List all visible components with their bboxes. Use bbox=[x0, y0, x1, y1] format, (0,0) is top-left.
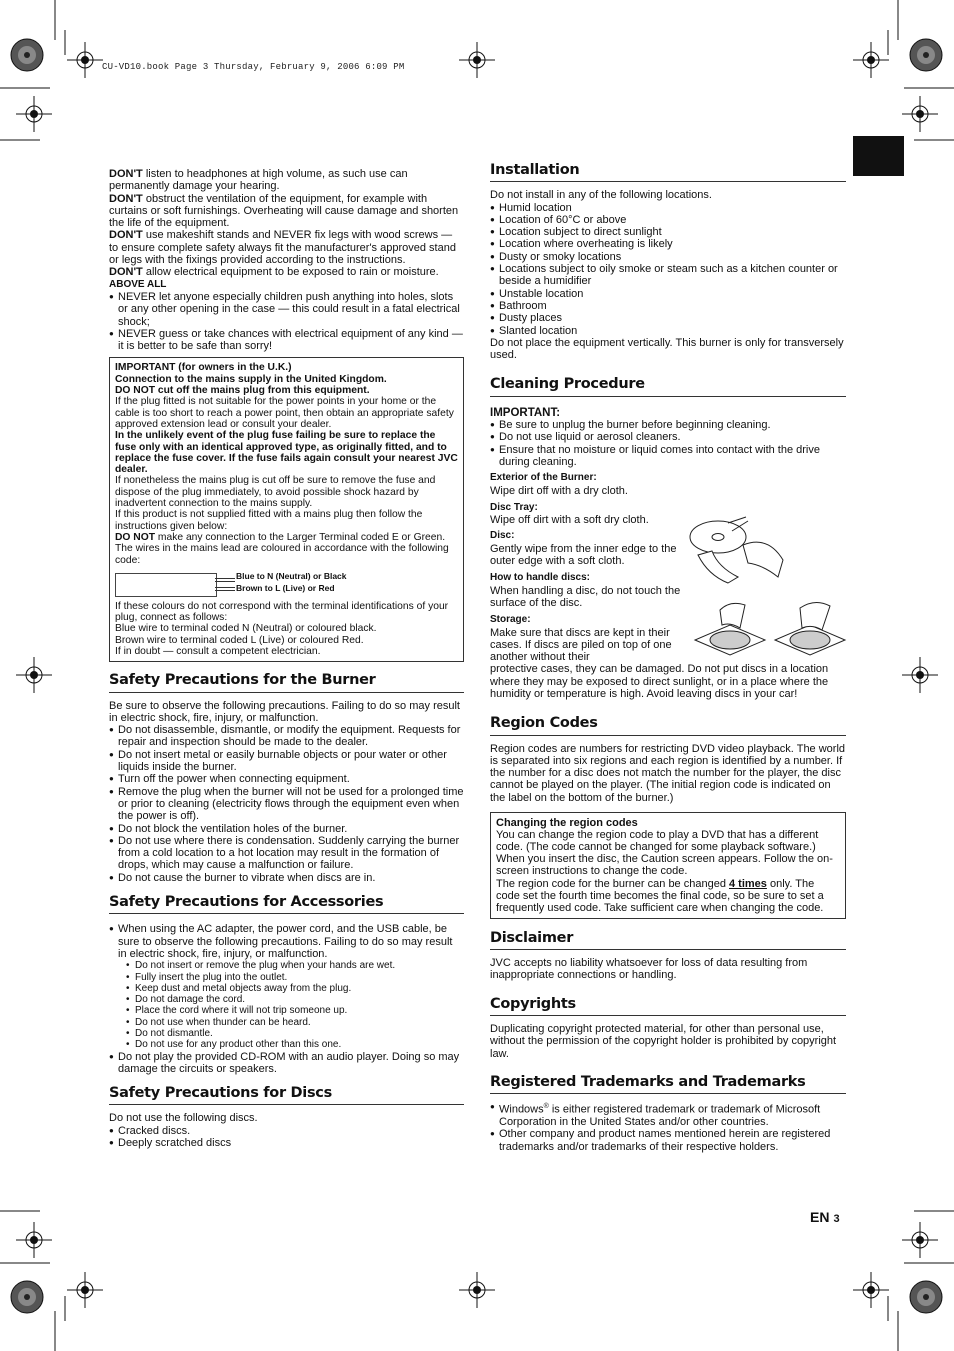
language-code: EN bbox=[810, 1209, 830, 1225]
accessories-sublist bbox=[118, 960, 464, 1050]
list-item: ● Remove the plug when the burner will not be used for a prolonged time or prior to cleaning (electricity flows through the equipment even when the power is off). bbox=[109, 786, 464, 823]
section-text: Region codes are numbers for restricting DVD video playback. The world is separated into six regions and each region is identified by a number. If the number for a disc does not match the number for the player, the disc cannot be played on the player. (The initial region code is indicated on the label on the bottom of the burner.) bbox=[490, 742, 846, 804]
disc-wipe-illustration bbox=[688, 515, 788, 585]
section-text: Wipe dirt off with a dry cloth. bbox=[490, 484, 628, 497]
sub-item: • Place the cord where it will not trip someone up. bbox=[126, 1005, 464, 1016]
uk-box-text: DO NOT make any connection to the Larger Terminal coded E or Green. bbox=[115, 531, 446, 543]
section-text: Gently wipe from the inner edge to the outer edge with a soft cloth. bbox=[490, 542, 677, 568]
list-item: ● Do not block the ventilation holes of the burner. bbox=[109, 823, 464, 835]
list-item: ● Do not insert metal or easily burnable objects or pour water or other liquids inside the burner. bbox=[109, 749, 464, 774]
list-item: ● Deeply scratched discs bbox=[109, 1137, 464, 1149]
list-item: ● Dusty or smoky locations bbox=[490, 251, 846, 263]
page-footer bbox=[810, 1209, 840, 1225]
wire-diagram bbox=[115, 571, 458, 597]
list-item: ● Cracked discs. bbox=[109, 1125, 464, 1137]
list-item: ● Windows® is either registered trademark or trademark of Microsoft Corporation in the United States and/or other countries. bbox=[490, 1101, 846, 1128]
uk-box-warning: DO NOT cut off the mains plug from this equipment. bbox=[115, 385, 370, 397]
list-item: ● Dusty places bbox=[490, 312, 846, 324]
section-text: Wipe off dirt with a soft dry cloth. bbox=[490, 514, 649, 527]
sub-item: • Keep dust and metal objects away from the plug. bbox=[126, 983, 464, 994]
uk-box-text: If in doubt — consult a competent electrician. bbox=[115, 645, 321, 657]
list-item: ● Do not use liquid or aerosol cleaners. bbox=[490, 431, 846, 443]
uk-box-subtitle: Connection to the mains supply in the United Kingdom. bbox=[115, 373, 387, 385]
list-item: ● NEVER let anyone especially children push anything into holes, slots or any other opening in the case — this could result in a fatal electrical shock; bbox=[109, 291, 464, 328]
section-title: Region Codes bbox=[490, 717, 846, 735]
disc-handling-illustration bbox=[690, 600, 850, 660]
sub-item: • Fully insert the plug into the outlet. bbox=[126, 972, 464, 983]
left-column bbox=[109, 168, 464, 1149]
box-text: You can change the region code to play a DVD that has a different code. (The code cannot be changed for some playback software.) When you insert the disc, the Caution screen appears. Follow the on-screen instructions to change the code. bbox=[496, 829, 833, 878]
section-title: Copyrights bbox=[490, 998, 846, 1016]
section-title: Safety Precautions for the Burner bbox=[109, 674, 464, 692]
section-text: Make sure that discs are kept in their cases. If discs are piled on top of one another without their bbox=[490, 626, 672, 664]
section-text: Duplicating copyright protected material, for other than personal use, without the permission of the copyright holder is prohibited by copyright law. bbox=[490, 1023, 837, 1060]
list-item: ● Humid location bbox=[490, 202, 846, 214]
uk-box-text: Blue wire to terminal coded N (Neutral) or coloured black. bbox=[115, 623, 377, 635]
section-title: Safety Precautions for Discs bbox=[109, 1087, 464, 1105]
section-title: Safety Precautions for Accessories bbox=[109, 896, 464, 914]
box-title: Changing the region codes bbox=[496, 817, 638, 830]
list-item: ● When using the AC adapter, the power cord, and the USB cable, be sure to observe the following precautions. Failing to do so may result in electric shock, fire, injury, or malfunction. • Do not insert or remove the plug when your hands are wet. • Fully insert the plug into the outlet. • Keep dust and metal objects away from the plug. • Do not damage the cord. • Place the cord where it will not trip someone up. • Do not use when thunder can be heard. • Do not dismantle. • Do not use for any product other than this one. bbox=[109, 923, 464, 1050]
sub-item: • Do not use for any product other than this one. bbox=[126, 1039, 464, 1050]
dont-item: DON'T listen to headphones at high volume, as such use can permanently damage your hearing. bbox=[109, 168, 408, 193]
trademarks-list bbox=[490, 1101, 846, 1153]
subheading: How to handle discs: bbox=[490, 572, 591, 584]
discs-list bbox=[109, 1125, 464, 1150]
sub-item: • Do not insert or remove the plug when your hands are wet. bbox=[126, 960, 464, 971]
uk-box-text: The wires in the mains lead are coloured in accordance with the following code: bbox=[115, 543, 449, 566]
sub-item: • Do not dismantle. bbox=[126, 1028, 464, 1039]
section-title: Registered Trademarks and Trademarks bbox=[490, 1076, 846, 1094]
list-item: ● Location subject to direct sunlight bbox=[490, 226, 846, 238]
list-item: ● Do not use where there is condensation. Suddenly carrying the burner from a cold location to a hot location may result in the formation of drops, which may cause a malfunction or failure. bbox=[109, 835, 464, 872]
above-all-heading: ABOVE ALL bbox=[109, 278, 167, 290]
cleaning-list bbox=[490, 419, 846, 468]
dont-item: DON'T use makeshift stands and NEVER fix legs with wood screws — to ensure complete safety always fit the manufacturer's approved stand or legs with the fixings provided according to the instructions. bbox=[109, 229, 456, 267]
uk-box-text: If nonetheless the mains plug is cut off be sure to remove the fuse and dispose of the plug immediately, to avoid possible shock hazard by inadvertent connection to the mains supply. bbox=[115, 475, 436, 510]
list-item: ● Do not play the provided CD-ROM with an audio player. Doing so may damage the circuits or speakers. bbox=[109, 1051, 464, 1076]
subheading: Exterior of the Burner: bbox=[490, 472, 597, 484]
uk-box-text: Brown wire to terminal coded L (Live) or coloured Red. bbox=[115, 634, 364, 646]
sub-item: • Do not use when thunder can be heard. bbox=[126, 1017, 464, 1028]
section-intro: Do not use the following discs. bbox=[109, 1112, 258, 1125]
list-item: ● Other company and product names mentioned herein are registered trademarks and/or trademarks of their respective holders. bbox=[490, 1128, 846, 1153]
burner-precautions-list bbox=[109, 724, 464, 884]
uk-mains-box bbox=[109, 357, 464, 662]
wire-label-brown: Brown to L (Live) or Red bbox=[236, 582, 335, 593]
section-text: JVC accepts no liability whatsoever for loss of data resulting from inappropriate connections or handling. bbox=[490, 957, 808, 982]
list-item: ● Do not disassemble, dismantle, or modify the equipment. Requests for repair and inspection should be made to the dealer. bbox=[109, 724, 464, 749]
list-item: ● Location of 60°C or above bbox=[490, 214, 846, 226]
above-all-list bbox=[109, 291, 464, 352]
dont-item: DON'T allow electrical equipment to be exposed to rain or moisture. bbox=[109, 266, 439, 279]
list-item: ● Location where overheating is likely bbox=[490, 238, 846, 250]
uk-box-title: IMPORTANT (for owners in the U.K.) bbox=[115, 362, 292, 374]
section-text: When handling a disc, do not touch the surface of the disc. bbox=[490, 584, 681, 609]
book-header: CU-VD10.book Page 3 Thursday, February 9, 2006 6:09 PM bbox=[102, 62, 405, 72]
list-item: ● NEVER guess or take chances with electrical equipment of any kind — it is better to be safe than sorry! bbox=[109, 328, 464, 353]
section-text: protective cases, they can be damaged. Do not put discs in a location where they may be exposed to direct sunlight, or in a place where the humidity or temperature is high. Avoid leaving discs in your car! bbox=[490, 663, 829, 700]
cable-shape bbox=[115, 573, 217, 597]
section-title: Installation bbox=[490, 164, 846, 182]
list-item: ● Ensure that no moisture or liquid comes into contact with the drive during cleaning. bbox=[490, 444, 846, 469]
page-number: 3 bbox=[833, 1213, 840, 1225]
list-item: ● Locations subject to oily smoke or steam such as a kitchen counter or beside a humidifier bbox=[490, 263, 846, 288]
wire-label-blue: Blue to N (Neutral) or Black bbox=[236, 570, 347, 581]
list-item: ● Slanted location bbox=[490, 325, 846, 337]
uk-box-fuse: In the unlikely event of the plug fuse failing be sure to replace the fuse only with an identical approved type, as originally fitted, and to replace the fuse cover. If the fuse fails again consult your nearest JVC dealer. bbox=[115, 430, 458, 476]
list-item: ● Unstable location bbox=[490, 288, 846, 300]
list-item: ● Do not cause the burner to vibrate when discs are in. bbox=[109, 872, 464, 884]
list-item: ● Be sure to unplug the burner before beginning cleaning. bbox=[490, 419, 846, 431]
dont-item: DON'T obstruct the ventilation of the equipment, for example with curtains or soft furnishings. Overheating will cause damage and shorten the life of the equipment. bbox=[109, 192, 459, 230]
important-label: IMPORTANT: bbox=[490, 406, 561, 419]
section-title: Cleaning Procedure bbox=[490, 378, 846, 396]
sub-item: • Do not damage the cord. bbox=[126, 994, 464, 1005]
accessories-list bbox=[109, 923, 464, 1075]
list-item: ● Bathroom bbox=[490, 300, 846, 312]
uk-box-text: If the plug fitted is not suitable for the power points in your home or the cable is too short to reach a power point, then obtain an appropriate safety approved extension lead or consult your dealer. bbox=[115, 396, 454, 430]
uk-box-text: If these colours do not correspond with the terminal identifications of your plug, connect as follows: bbox=[115, 600, 449, 624]
subheading: Disc Tray: bbox=[490, 501, 538, 513]
section-intro: Do not install in any of the following locations. bbox=[490, 189, 712, 202]
installation-list bbox=[490, 202, 846, 337]
section-intro: Be sure to observe the following precautions. Failing to do so may result in electric shock, fire, injury, or malfunction. bbox=[109, 699, 460, 724]
uk-box-text: If this product is not supplied fitted with a mains plug then follow the instructions given below: bbox=[115, 509, 423, 532]
list-item: ● Turn off the power when connecting equipment. bbox=[109, 773, 464, 785]
section-title: Disclaimer bbox=[490, 932, 846, 950]
section-text: Do not place the equipment vertically. This burner is only for transversely used. bbox=[490, 336, 844, 362]
subheading: Storage: bbox=[490, 614, 531, 626]
subheading: Disc: bbox=[490, 530, 515, 542]
box-text: The region code for the burner can be changed 4 times only. The code set the fourth time becomes the final code, so be sure to set a frequently used code. Take sufficient care when changing the code. bbox=[496, 877, 824, 914]
region-change-box bbox=[490, 812, 846, 919]
